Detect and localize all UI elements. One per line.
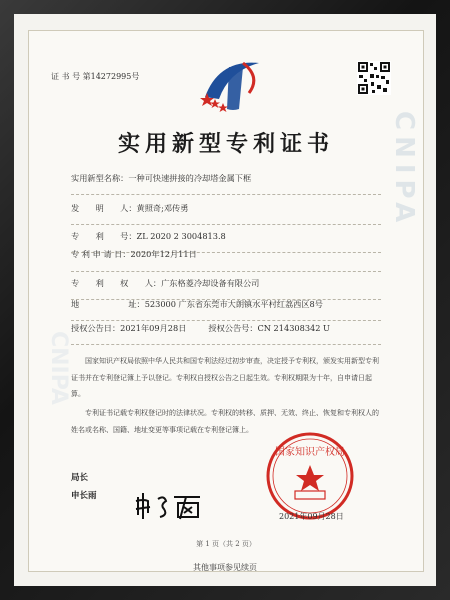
cnipa-emblem-icon xyxy=(199,53,265,115)
field-utility-model-name: 实用新型名称：一种可快速拼接的冷却塔金属下框 xyxy=(71,173,252,183)
field-application-date: 专 利 申 请 日：2020年12月11日 xyxy=(71,249,197,259)
qr-code-icon xyxy=(357,61,391,95)
svg-text:国家知识产权局: 国家知识产权局 xyxy=(275,447,345,458)
cnipa-watermark: CNIPA xyxy=(389,111,419,229)
legal-status-paragraph: 专利证书记载专利权登记时的法律状况。专利权的转移、质押、无效、终止、恢复和专利权人的姓名或名称、国籍、地址变更等事项记载在专利登记簿上。 xyxy=(71,409,379,434)
handwritten-signature xyxy=(134,491,204,521)
field-inventor: 发 明 人：黄照奇;邓传勇 xyxy=(71,203,189,213)
field-grant-announcement: 授权公告日：2021年09月28日 授权公告号：CN 214308342 U xyxy=(71,323,330,333)
dashed-divider xyxy=(71,344,381,345)
footer-note: 其他事项参见续页 xyxy=(193,563,257,572)
dashed-divider xyxy=(71,224,381,225)
field-patentee: 专 利 权 人：广东格菱冷却设备有限公司 xyxy=(71,278,260,288)
dashed-divider xyxy=(71,320,381,321)
certificate-title: 实用新型专利证书 xyxy=(117,131,334,157)
grant-statement-paragraph: 国家知识产权局依照中华人民共和国专利法经过初步审查，决定授予专利权，颁发实用新型专利证书并在专利登记簿上予以登记。专利权自授权公告之日起生效。专利权期限为十年，自申请日起算。 xyxy=(71,357,379,398)
patent-certificate xyxy=(28,30,424,572)
field-patent-number: 专 利 号：ZL 2020 2 3004813.8 xyxy=(71,231,226,241)
signatory-title: 局长 xyxy=(71,473,89,483)
certificate-number: 证 书 号 第14272995号 xyxy=(51,72,140,81)
seal-date: 2021年09月28日 xyxy=(279,512,344,521)
official-seal xyxy=(265,431,355,521)
cnipa-watermark-left: CNIPA xyxy=(46,331,71,405)
dashed-divider xyxy=(71,194,381,195)
signatory-name: 申长雨 xyxy=(71,491,97,501)
page-number: 第 1 页（共 2 页） xyxy=(196,540,256,548)
field-address: 地 址：523000 广东省东莞市大朗镇水平村红荔西区8号 xyxy=(71,299,323,309)
dashed-divider xyxy=(71,271,381,272)
